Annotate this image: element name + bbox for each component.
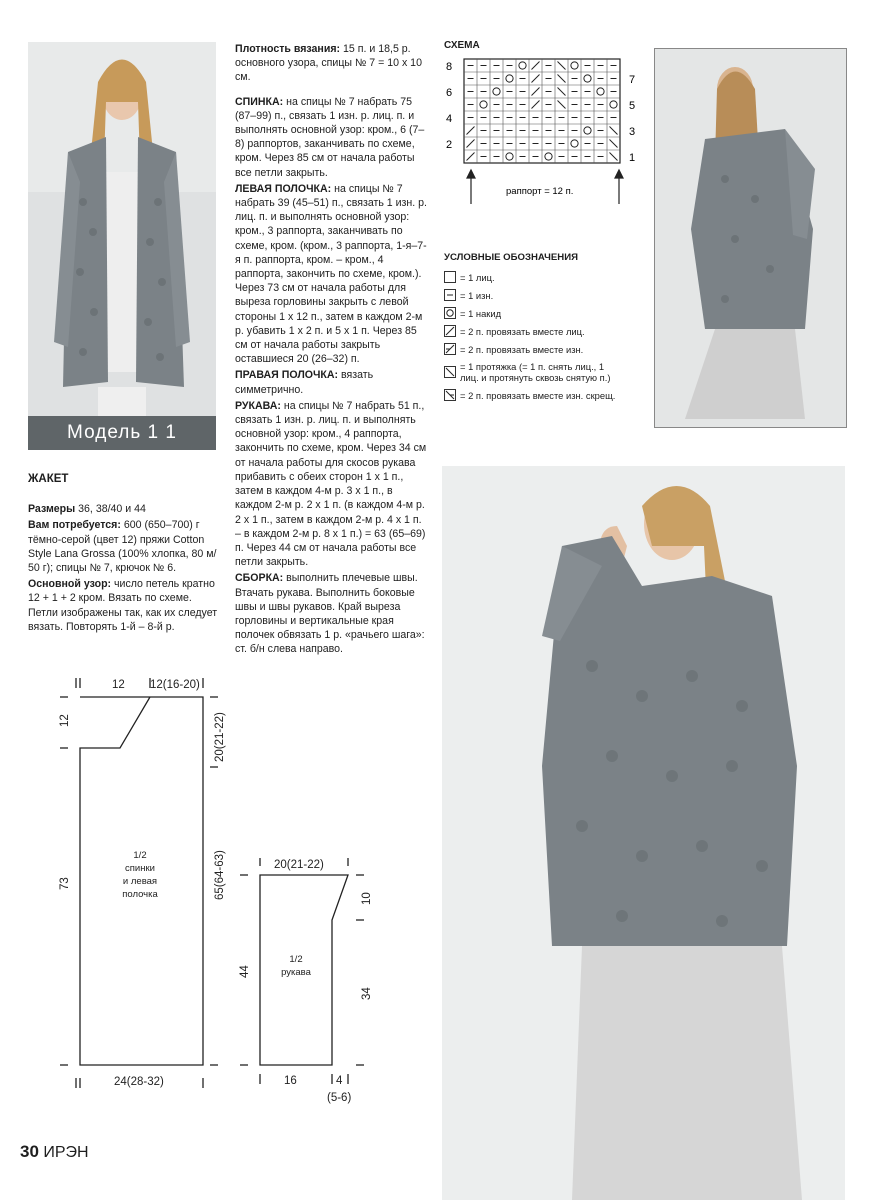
dim-left-main: 73 [59, 877, 71, 890]
legend-item [444, 389, 644, 401]
legend-text: = 2 п. провязать вместе изн. скрещ. [460, 389, 616, 401]
sleeve-dim-right-main: 34 [361, 987, 373, 1000]
sleeve-dim-bottom-right: 4 [336, 1075, 343, 1087]
dash-icon [444, 289, 456, 301]
page-footer [20, 1142, 89, 1162]
magazine-name: ИРЭН [43, 1144, 89, 1161]
assembly-value: выполнить плечевые швы. Втачать рукава. Выполнить боковые швы и швы рукавов. Край выреза горловины и вертикальные края полочек обвязать 1 р. «рачьего шага»: ст. б/н слева направо. [235, 572, 425, 656]
left-front-label: ЛЕВАЯ ПОЛОЧКА: [235, 182, 332, 195]
slash-icon [444, 325, 456, 337]
row-label-1: 1 [629, 152, 636, 164]
materials-value: 600 (650–700) г тёмно-серой (цвет 12) пряжи Cotton Style Lana Grossa (100% хлопка, 80 м/ 50 г); спицы № 7, крючок № 6. [28, 519, 217, 575]
row-label-6: 6 [446, 87, 453, 99]
page-number: 30 [20, 1142, 39, 1161]
row-label-4: 4 [446, 113, 453, 125]
gauge-value: 15 п. и 18,5 р. основного узора, спицы № 7 = 10 х 10 см. [235, 43, 422, 84]
back-paragraph [235, 95, 428, 180]
body-label-line: и левая [122, 876, 158, 887]
main-pattern-paragraph [28, 577, 220, 634]
row-label-7: 7 [629, 74, 636, 86]
model-photo-front [28, 42, 216, 450]
model-photo-back [654, 48, 847, 428]
model-front-illustration [28, 42, 216, 450]
model-back-illustration [655, 49, 846, 427]
scheme-grid [444, 56, 644, 211]
sleeve-dim-bottom-right-sub: (5-6) [327, 1092, 352, 1104]
dim-top-left: 12 [112, 679, 125, 691]
legend-item [444, 325, 644, 337]
legend-text: = 1 накид [460, 307, 502, 319]
repeat-right-arrowhead [615, 170, 623, 178]
sizes-value: 36, 38/40 и 44 [75, 503, 146, 516]
gauge-paragraph [235, 42, 428, 85]
sleeve-label-line: рукава [281, 967, 311, 978]
dim-bottom: 24(28-32) [114, 1076, 164, 1088]
sleeves-label: РУКАВА: [235, 399, 281, 412]
right-front-paragraph [235, 368, 428, 396]
legend-text: = 1 протяжка (= 1 п. снять лиц., 1 лиц. и протянуть сквозь снятую п.) [460, 361, 611, 383]
legend-item [444, 271, 644, 283]
main-pattern-value: число петель кратно 12 + 1 + 2 кром. Вязать по схеме. Петли изображены так, как их следует вязать. Повторять 1-й – 8-й р. [28, 578, 218, 633]
item-title: ЖАКЕТ [28, 473, 69, 485]
gauge-label: Плотность вязания: [235, 43, 341, 55]
blank-icon [444, 271, 456, 283]
back-label: СПИНКА: [235, 95, 284, 108]
sleeves-value: на спицы № 7 набрать 51 п., связать 1 изн. р. лиц. п. и выполнять основной узор: кром., 4 раппорта, закончить по схеме, кром. Через 34 см от начала работы для скосов рукава прибавить с обеих сторон 1 х 1 п., затем в каждом 4-м р. 3 х 1 п., в каждом 2-м р. 2 х 1 п. (в каждом 4-м р. 2 х 1 п., затем в каждом 2-м р. 4 х 1 п. – в каждом 2-м р. 8 х 1 п.) = 63 (65–69) п. Через 44 см от начала работы все петли закрыть. [235, 399, 427, 569]
slash-dash-icon [444, 343, 456, 355]
legend-item [444, 361, 644, 383]
middle-text-column [235, 42, 428, 659]
dim-right-top: 20(21-22) [214, 712, 226, 762]
sleeve-dim-left: 44 [239, 965, 251, 978]
assembly-paragraph [235, 571, 428, 656]
backslash-icon [444, 366, 456, 378]
model-label: Модель 1 1 [28, 416, 216, 450]
legend-item [444, 289, 644, 301]
sleeves-paragraph [235, 399, 428, 569]
repeat-left-arrowhead [467, 170, 475, 178]
sizes-label: Размеры [28, 503, 76, 516]
back-value: на спицы № 7 набрать 75 (87–99) п., связать 1 изн. р. лиц. п. и выполнять основной узор: кром., 6 (7–8) раппортов, заканчивать по схеме, кром. Через 85 см от начала работы все петли закрыть. [235, 95, 425, 179]
legend-text: = 1 изн. [460, 289, 494, 301]
scheme-title: СХЕМА [444, 40, 480, 51]
legend [444, 252, 644, 407]
sleeve-dim-right-top: 10 [361, 892, 373, 905]
materials-paragraph [28, 518, 220, 575]
legend-title: УСЛОВНЫЕ ОБОЗНАЧЕНИЯ [444, 252, 578, 263]
sleeve-label-line: 1/2 [289, 954, 303, 965]
dim-left-top: 12 [59, 714, 71, 727]
repeat-label: раппорт = 12 п. [506, 186, 574, 197]
assembly-label: СБОРКА: [235, 572, 284, 585]
sleeve-pattern-diagram [232, 850, 392, 1110]
row-label-2: 2 [446, 139, 453, 151]
dim-right-main: 65(64-63) [214, 850, 226, 900]
legend-item [444, 307, 644, 319]
model-photo-large [442, 466, 845, 1200]
row-label-3: 3 [629, 126, 636, 138]
body-label-line: 1/2 [133, 850, 147, 861]
right-front-value: вязать симметрично. [235, 369, 374, 396]
backslash-dash-icon [444, 389, 456, 401]
main-pattern-label: Основной узор: [28, 578, 112, 591]
sizes-paragraph [28, 502, 220, 516]
body-label-line: полочка [122, 889, 158, 900]
left-text-column [28, 472, 220, 636]
body-pattern-diagram [40, 670, 240, 1095]
model-large-illustration [442, 466, 845, 1200]
left-front-paragraph [235, 182, 428, 367]
row-label-5: 5 [629, 100, 636, 112]
sleeve-dim-top: 20(21-22) [274, 859, 324, 871]
legend-text: = 1 лиц. [460, 271, 495, 283]
legend-text: = 2 п. провязать вместе изн. [460, 343, 584, 355]
legend-item [444, 343, 644, 355]
body-label-line: спинки [125, 863, 155, 874]
right-front-label: ПРАВАЯ ПОЛОЧКА: [235, 369, 339, 382]
sleeve-dim-bottom-left: 16 [284, 1075, 297, 1087]
row-label-8: 8 [446, 61, 453, 73]
legend-text: = 2 п. провязать вместе лиц. [460, 325, 585, 337]
scheme-chart [444, 40, 644, 210]
materials-label: Вам потребуется: [28, 519, 121, 532]
dim-top-right: 12(16-20) [150, 679, 200, 691]
left-front-value: на спицы № 7 набрать 39 (45–51) п., связать 1 изн. р. лиц. п. и выполнять основной узор: кром., 3 раппорта, заканчивать по схеме, кром. (кром., 3 раппорта, 1-я–7-я п. раппорта, кром. – кром., 4 раппорта, закончить по схеме, кром.). Через 73 см от начала работы для выреза горловины закрыть с левой стороны 1 х 12 п., затем в каждом 2-м р. убавить 1 х 2 п. и 5 х 1 п. Через 85 см от начала работы закрыть оставшиеся 20 (26–32) п. [235, 182, 427, 366]
circle-icon [444, 307, 456, 319]
